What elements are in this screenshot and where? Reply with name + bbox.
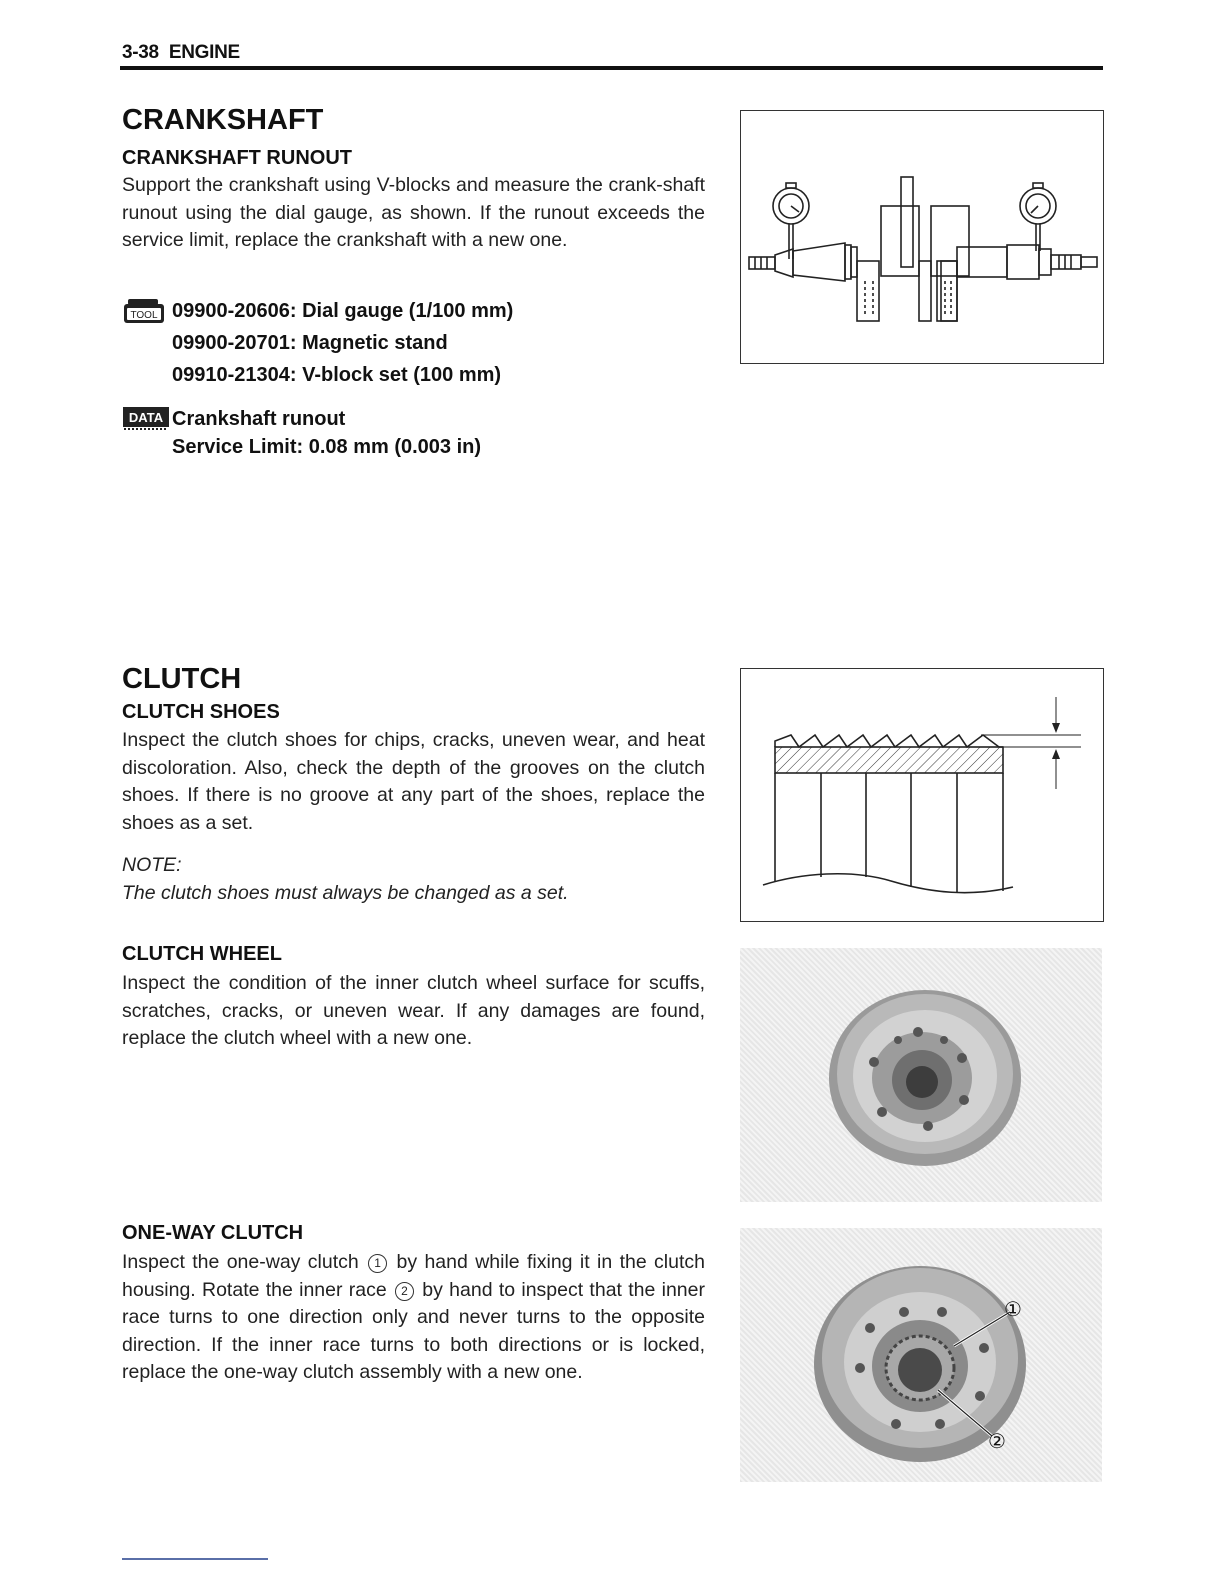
crankshaft-title: CRANKSHAFT [122, 104, 324, 136]
one-way-clutch-photo [740, 1228, 1102, 1482]
callout-1: ① [1004, 1297, 1022, 1321]
data-icon [122, 406, 170, 430]
clutch-wheel-subtitle: CLUTCH WHEEL [122, 943, 282, 965]
one-way-clutch-subtitle: ONE-WAY CLUTCH [122, 1222, 304, 1244]
clutch-title: CLUTCH [122, 663, 242, 695]
clutch-wheel-body: Inspect the condition of the inner clutch wheel surface for scuffs, scratches, cracks, or uneven wear. If any damages are found, replace the clutch wheel with a new one. [122, 972, 705, 1050]
ref-marker-2: 2 [395, 1282, 414, 1301]
footer-link-line [122, 1558, 268, 1560]
ref-marker-1: 1 [368, 1254, 387, 1273]
tool-item-1: 09900-20606: Dial gauge (1/100 mm) [172, 300, 514, 322]
note-label: NOTE: [122, 854, 182, 876]
clutch-shoe-diagram [741, 669, 1103, 921]
crankshaft-body: Support the crankshaft using V-blocks and measure the crank-shaft runout using the dial gauge, as shown. If the runout exceeds the service limit, replace the crankshaft with a new one. [122, 174, 705, 252]
one-way-clutch-body [122, 1249, 705, 1387]
svg-text:DATA: DATA [128, 410, 164, 425]
clutch-shoes-body: Inspect the clutch shoes for chips, cracks, uneven wear, and heat discoloration. Also, check the depth of the grooves on the clutch shoes. If there is no groove at any part of the shoes, replace the shoes as a set. [122, 729, 705, 834]
tool-item-3: 09910-21304: V-block set (100 mm) [172, 364, 502, 386]
page-header [122, 42, 250, 64]
svg-text:TOOL: TOOL [130, 310, 158, 321]
runout-data-title: Crankshaft runout [172, 408, 346, 430]
tool-icon [122, 297, 168, 321]
header-rule [120, 66, 1103, 70]
clutch-wheel-photo [740, 948, 1102, 1202]
one-way-body-part-1: Inspect the one-way clutch [122, 1251, 359, 1273]
clutch-shoe-groove-figure [740, 668, 1104, 922]
crankshaft-runout-subtitle: CRANKSHAFT RUNOUT [122, 147, 352, 169]
chapter-name: ENGINE [168, 42, 240, 63]
one-way-body-part-3: by hand to inspect that the inner race turns to one direction only and never turns to the opposite direction. If the inner race turns to both directions or is locked, replace the one-way clutch assembly with a new one. [122, 1278, 705, 1384]
clutch-shoes-subtitle: CLUTCH SHOES [122, 701, 280, 723]
runout-service-limit: Service Limit: 0.08 mm (0.003 in) [172, 436, 482, 458]
crankshaft-runout-figure [740, 110, 1104, 364]
clutch-wheel-image [740, 948, 1102, 1202]
crankshaft-diagram [741, 111, 1103, 363]
callout-2: ② [988, 1429, 1006, 1453]
one-way-clutch-image [740, 1228, 1102, 1482]
one-way-body-part-2: by hand while fixing it in the clutch housing. Rotate the inner race [122, 1251, 705, 1301]
note-text: The clutch shoes must always be changed as a set. [122, 882, 569, 904]
tool-item-2: 09900-20701: Magnetic stand [172, 332, 448, 354]
page-number: 3-38 [122, 42, 159, 63]
